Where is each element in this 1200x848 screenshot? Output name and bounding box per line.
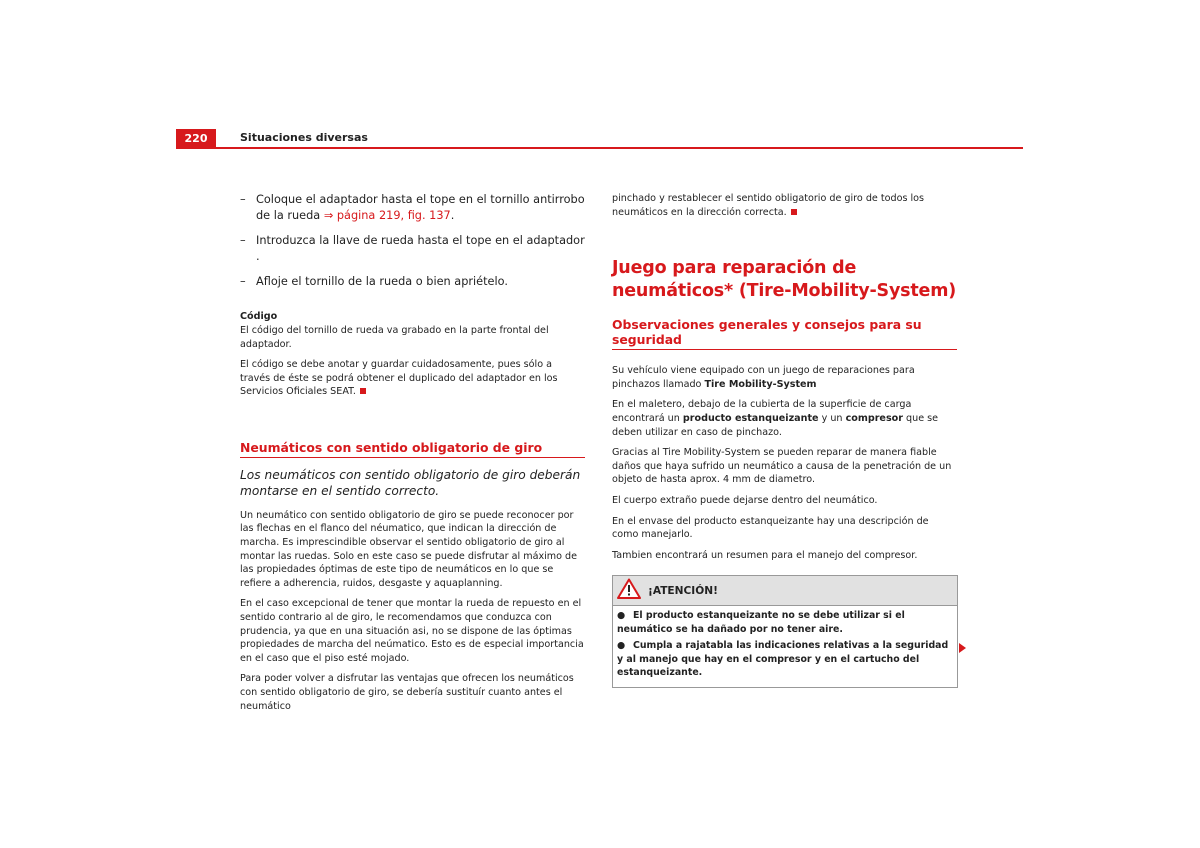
page-number: 220 bbox=[176, 129, 216, 149]
step-text: Coloque el adaptador hasta el tope en el tornillo antirrobo de la rueda ⇒ página 219, fig. 137. bbox=[256, 193, 585, 222]
codigo-paragraph-2: El código se debe anotar y guardar cuidadosamente, pues sólo a través de éste se podrá obtener el duplicado del adaptador en los Servicios Oficiales SEAT. bbox=[240, 359, 558, 398]
instruction-step bbox=[240, 274, 585, 290]
main-heading: Juego para reparación de neumáticos* (Tire-Mobility-System) bbox=[612, 258, 957, 302]
step-dash: – bbox=[240, 234, 246, 247]
instruction-step bbox=[240, 233, 585, 265]
lead-text: Los neumáticos con sentido obligatorio de giro deberán montarse en el sentido correcto. bbox=[240, 467, 581, 499]
warning-item: ● Cumpla a rajatabla las indicaciones relativas a la seguridad y al manejo que hay en el compresor y en el cartucho del estanqueizante. bbox=[617, 640, 949, 679]
warning-triangle-icon bbox=[617, 578, 641, 603]
bullet-icon: ● bbox=[617, 610, 626, 622]
instruction-step bbox=[240, 192, 585, 224]
warning-box bbox=[612, 575, 958, 688]
body-paragraph: Tambien encontrará un resumen para el manejo del compresor. bbox=[612, 549, 918, 561]
left-column bbox=[240, 192, 585, 720]
body-paragraph: Para poder volver a disfrutar las ventajas que ofrecen los neumáticos con sentido obligatorio de giro, se debería sustituír cuanto antes el neumático bbox=[240, 673, 574, 712]
body-paragraph: Su vehículo viene equipado con un juego de reparaciones para pinchazos llamado Tire Mobility-System bbox=[612, 365, 915, 390]
page-reference-link[interactable]: ⇒ página 219, fig. 137 bbox=[323, 209, 451, 222]
body-paragraph: En el caso excepcional de tener que montar la rueda de repuesto en el sentido contrario al de giro, le recomendamos que conduzca con prudencia, ya que en una situación asi, no se dispone de las óptimas propiedades de marcha del neúmatico. Esto es de especial importancia en el caso que el piso esté mojado. bbox=[240, 598, 584, 664]
warning-title: ¡ATENCIÓN! bbox=[648, 584, 718, 597]
body-paragraph: En el maletero, debajo de la cubierta de la superficie de carga encontrará un producto estanqueizante y un compresor que se deben utilizar en caso de pinchazo. bbox=[612, 399, 939, 438]
section-end-marker bbox=[360, 388, 366, 394]
step-dash: – bbox=[240, 193, 246, 206]
right-column bbox=[612, 192, 957, 688]
body-paragraph: En el envase del producto estanqueizante hay una descripción de como manejarlo. bbox=[612, 515, 929, 541]
step-dash: – bbox=[240, 275, 246, 288]
warning-item: ● El producto estanqueizante no se debe utilizar si el neumático se ha dañado por no tener aire. bbox=[617, 610, 905, 635]
section-end-marker bbox=[791, 209, 797, 215]
running-title: Situaciones diversas bbox=[240, 131, 368, 144]
step-text: Afloje el tornillo de la rueda o bien apriételo. bbox=[256, 275, 508, 288]
section-heading: Observaciones generales y consejos para su seguridad bbox=[612, 317, 957, 350]
step-text: Introduzca la llave de rueda hasta el tope en el adaptador . bbox=[256, 234, 585, 263]
bullet-icon: ● bbox=[617, 640, 626, 652]
section-heading: Neumáticos con sentido obligatorio de giro bbox=[240, 440, 585, 458]
continued-paragraph: pinchado y restablecer el sentido obligatorio de giro de todos los neumáticos en la dirección correcta. bbox=[612, 193, 925, 218]
codigo-paragraph-1: El código del tornillo de rueda va grabado en la parte frontal del adaptador. bbox=[240, 325, 549, 350]
body-paragraph: Gracias al Tire Mobility-System se pueden reparar de manera fiable daños que haya sufrido un neumático a causa de la penetración de un objeto de hasta aprox. 4 mm de diametro. bbox=[612, 447, 952, 486]
continue-arrow-icon bbox=[959, 643, 966, 653]
body-paragraph: El cuerpo extraño puede dejarse dentro del neumático. bbox=[612, 494, 878, 506]
warning-body bbox=[613, 606, 957, 687]
header-rule bbox=[216, 147, 1023, 149]
body-paragraph: Un neumático con sentido obligatorio de giro se puede reconocer por las flechas en el flanco del néumatico, que indican la dirección de marcha. Es imprescindible observar el sentido obligatorio de giro al montar las ruedas. Solo en este caso se puede disfrutar al máximo de las propiedades óptimas de este tipo de neumáticos en lo que se refiere a adherencia, ruidos, desgaste y aquaplanning. bbox=[240, 509, 578, 589]
warning-header bbox=[613, 576, 957, 606]
codigo-heading: Código bbox=[240, 311, 278, 322]
